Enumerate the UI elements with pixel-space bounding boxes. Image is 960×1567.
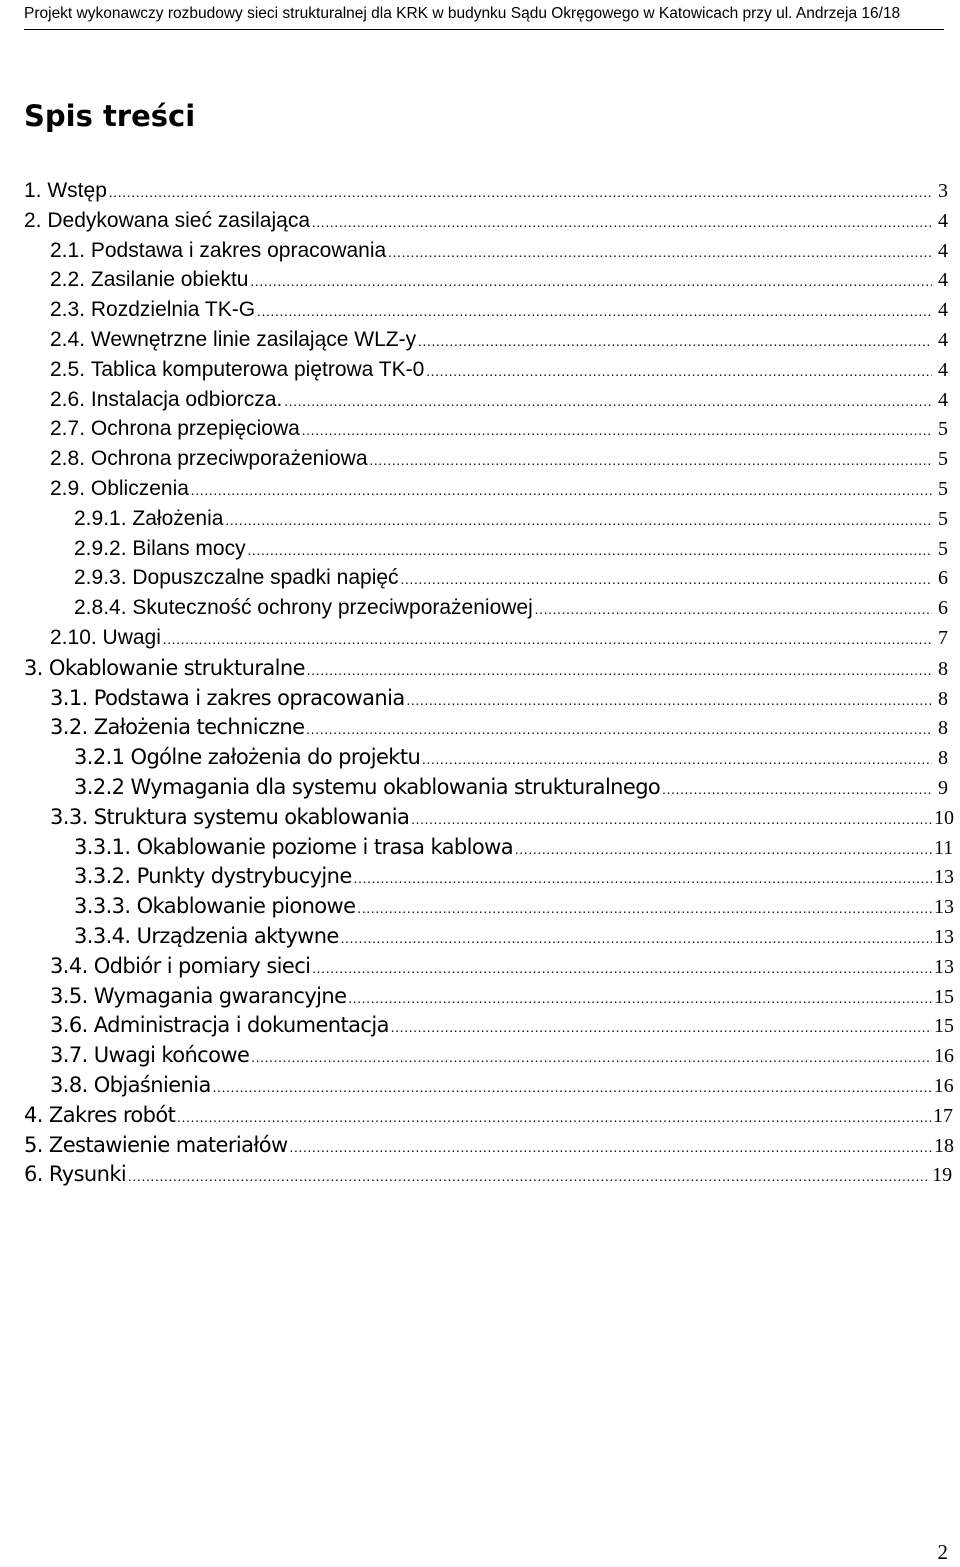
toc-dot-leader: [370, 454, 932, 470]
toc-entry[interactable]: [0, 715, 960, 745]
toc-dot-leader: [401, 573, 932, 589]
toc-entry-number: 2.5.: [50, 357, 91, 381]
running-header: Projekt wykonawczy rozbudowy sieci strukturalnej dla KRK w budynku Sądu Okręgowego w Katowicach przy ul. Andrzeja 16/18: [24, 5, 901, 22]
toc-dot-leader: [251, 1051, 932, 1067]
toc-entry-page: 13: [934, 925, 954, 948]
toc-dot-leader: [312, 962, 932, 978]
toc-entry-number: 2.10.: [50, 625, 103, 649]
toc-entry-page: 15: [934, 1015, 954, 1038]
toc-entry-page: 11: [934, 836, 954, 859]
toc-entry-number: 2.4.: [50, 327, 91, 351]
toc-entry-number: 2.2.: [50, 268, 91, 292]
toc-entry-title: Wstęp: [47, 179, 107, 202]
toc-entry[interactable]: [0, 298, 960, 328]
toc-entry-title: Wymagania dla systemu okablowania strukturalnego: [130, 774, 661, 799]
toc-dot-leader: [411, 813, 932, 829]
toc-entry-number: 2.9.1.: [74, 506, 133, 530]
toc-entry-number: 3.1.: [50, 685, 94, 710]
toc-entry-title: Okablowanie strukturalne: [48, 655, 305, 680]
toc-dot-leader: [290, 1141, 932, 1157]
toc-dot-leader: [191, 484, 932, 500]
toc-entry[interactable]: [0, 984, 960, 1014]
toc-entry-page: 9: [938, 776, 948, 799]
toc-dot-leader: [177, 1111, 931, 1127]
toc-entry-number: 3.7.: [50, 1043, 94, 1068]
toc-entry-number: 3.8.: [50, 1072, 94, 1097]
toc-entry-page: 4: [938, 269, 948, 292]
toc-entry-page: 6: [938, 597, 948, 620]
toc-entry-title: Podstawa i zakres opracowania: [93, 685, 405, 710]
toc-entry-page: 18: [934, 1134, 954, 1157]
toc-dot-leader: [225, 514, 932, 530]
toc-entry-title: Skuteczność ochrony przeciwporażeniowej: [132, 596, 533, 620]
toc-entry[interactable]: [0, 1073, 960, 1103]
toc-entry-page: 13: [934, 866, 954, 889]
toc-dot-leader: [257, 305, 932, 321]
toc-entry[interactable]: [0, 328, 960, 358]
toc-entry[interactable]: [0, 179, 960, 209]
toc-entry-number: 2.1.: [50, 238, 91, 262]
toc-dot-leader: [250, 275, 932, 291]
toc-entry-page: 16: [933, 1074, 954, 1097]
toc-entry-number: 2.: [24, 208, 48, 232]
toc-entry-title: Objaśnienia: [93, 1072, 211, 1097]
toc-entry-number: 2.9.2.: [74, 536, 133, 560]
toc-entry[interactable]: [0, 924, 960, 954]
toc-dot-leader: [354, 872, 932, 888]
toc-list: [0, 179, 960, 1192]
toc-entry-title: Ochrona przepięciowa: [90, 417, 300, 441]
toc-entry-title: Urządzenia aktywne: [136, 923, 339, 948]
toc-entry[interactable]: [0, 239, 960, 269]
toc-entry-number: 3.2.: [50, 715, 94, 740]
toc-entry[interactable]: [0, 417, 960, 447]
toc-entry[interactable]: [0, 745, 960, 775]
toc-entry[interactable]: [0, 507, 960, 537]
toc-entry-title: Okablowanie pionowe: [136, 894, 356, 919]
toc-dot-leader: [418, 335, 932, 351]
toc-entry-number: 2.6.: [50, 387, 91, 411]
toc-dot-leader: [248, 544, 932, 560]
toc-entry[interactable]: [0, 626, 960, 656]
toc-entry-page: 4: [938, 358, 948, 381]
toc-entry-title: Struktura systemu okablowania: [93, 804, 410, 829]
toc-entry-page: 5: [938, 477, 948, 500]
toc-entry-page: 4: [938, 388, 948, 411]
toc-entry-page: 15: [934, 985, 954, 1008]
toc-entry[interactable]: [0, 686, 960, 716]
toc-entry-number: 3.3.2.: [74, 864, 137, 889]
toc-entry-number: 3.5.: [50, 983, 94, 1008]
toc-entry-page: 8: [938, 657, 948, 680]
toc-entry-number: 3.3.1.: [74, 834, 137, 859]
toc-entry-page: 8: [938, 687, 948, 710]
toc-entry-number: 2.8.: [50, 447, 91, 471]
toc-entry-title: Zasilanie obiektu: [90, 268, 249, 292]
toc-entry-title: Założenia techniczne: [93, 715, 305, 740]
toc-entry-page: 5: [938, 448, 948, 471]
toc-entry-number: 3.: [24, 655, 49, 680]
toc-entry[interactable]: [0, 596, 960, 626]
toc-entry-page: 19: [932, 1164, 953, 1187]
toc-entry-page: 6: [938, 567, 948, 590]
toc-entry[interactable]: [0, 656, 960, 686]
toc-entry-page: 16: [934, 1045, 954, 1068]
toc-dot-leader: [535, 603, 932, 619]
toc-entry[interactable]: [0, 894, 960, 924]
toc-entry[interactable]: [0, 537, 960, 567]
toc-entry-number: 3.3.: [50, 804, 94, 829]
toc-entry-number: 1.: [24, 179, 48, 202]
toc-entry-title: Ogólne założenia do projektu: [130, 745, 421, 770]
toc-dot-leader: [426, 365, 932, 381]
toc-entry-title: Obliczenia: [90, 476, 189, 500]
toc-entry-page: 5: [938, 418, 948, 441]
toc-entry-title: Uwagi końcowe: [93, 1043, 250, 1068]
toc-entry-page: 4: [938, 328, 948, 351]
toc-entry[interactable]: [0, 388, 960, 418]
toc-entry[interactable]: [0, 864, 960, 894]
toc-entry-title: Zestawienie materiałów: [48, 1132, 288, 1157]
toc-entry-title: Okablowanie poziome i trasa kablowa: [136, 834, 513, 859]
toc-entry-number: 4.: [24, 1102, 49, 1127]
toc-entry-page: 17: [933, 1104, 954, 1127]
toc-entry[interactable]: [0, 447, 960, 477]
toc-entry-number: 3.4.: [50, 953, 94, 978]
toc-entry-number: 2.7.: [50, 417, 91, 441]
toc-entry-number: 5.: [24, 1132, 49, 1157]
toc-dot-leader: [515, 843, 932, 859]
page-number: 2: [937, 1540, 948, 1564]
toc-entry[interactable]: [0, 1043, 960, 1073]
toc-entry-title: Rysunki: [48, 1162, 127, 1187]
toc-entry-number: 3.3.4.: [74, 923, 137, 948]
toc-entry-number: 2.9.: [50, 476, 91, 500]
toc-entry-number: 2.8.4.: [74, 596, 133, 620]
toc-entry-number: 3.2.1: [74, 745, 131, 770]
toc-entry-title: Rozdzielnia TK-G: [90, 298, 256, 322]
toc-entry-number: 3.6.: [50, 1013, 94, 1038]
toc-dot-leader: [307, 664, 932, 680]
toc-dot-leader: [407, 694, 932, 710]
toc-entry[interactable]: [0, 566, 960, 596]
toc-entry-number: 2.9.3.: [74, 566, 133, 590]
toc-entry[interactable]: [0, 954, 960, 984]
toc-entry[interactable]: [0, 805, 960, 835]
toc-dot-leader: [357, 902, 932, 918]
toc-entry[interactable]: [0, 1103, 960, 1133]
toc-dot-leader: [128, 1170, 930, 1186]
toc-entry[interactable]: [0, 268, 960, 298]
toc-dot-leader: [213, 1081, 932, 1097]
toc-entry[interactable]: [0, 1162, 960, 1192]
toc-entry-page: 4: [938, 239, 948, 262]
toc-entry[interactable]: [0, 835, 960, 865]
toc-dot-leader: [341, 932, 932, 948]
toc-entry-page: 3: [938, 180, 948, 202]
toc-entry-title: Wymagania gwarancyjne: [93, 983, 347, 1008]
toc-entry-page: 8: [938, 747, 948, 770]
toc-dot-leader: [163, 633, 932, 649]
toc-entry-title: Zakres robót: [48, 1102, 176, 1127]
toc-entry-title: Administracja i dokumentacja: [93, 1013, 389, 1038]
toc-entry-page: 13: [934, 896, 954, 919]
toc-dot-leader: [662, 783, 932, 799]
toc-entry-page: 4: [938, 299, 948, 322]
toc-dot-leader: [284, 395, 932, 411]
toc-entry-number: 2.3.: [50, 298, 91, 322]
toc-entry[interactable]: [0, 775, 960, 805]
toc-entry-page: 7: [938, 626, 948, 649]
toc-entry-title: Dedykowana sieć zasilająca: [47, 208, 310, 232]
toc-dot-leader: [348, 992, 932, 1008]
toc-entry-number: 3.3.3.: [74, 894, 137, 919]
toc-entry-title: Odbiór i pomiary sieci: [93, 953, 311, 978]
toc-entry-page: 10: [934, 806, 954, 829]
toc-entry-title: Ochrona przeciwporażeniowa: [90, 447, 368, 471]
toc-entry[interactable]: [0, 358, 960, 388]
toc-dot-leader: [391, 1021, 932, 1037]
toc-entry-page: 4: [938, 209, 948, 232]
toc-entry-page: 8: [938, 717, 948, 740]
toc-entry-title: Podstawa i zakres opracowania: [90, 238, 387, 262]
toc-entry-number: 3.2.2: [74, 774, 131, 799]
toc-entry[interactable]: [0, 1133, 960, 1163]
toc-entry-title: Założenia: [132, 506, 224, 530]
toc-entry[interactable]: [0, 209, 960, 239]
toc-entry-page: 5: [938, 507, 948, 530]
toc-entry-number: 6.: [24, 1162, 49, 1187]
toc-entry-title: Instalacja odbiorcza.: [90, 387, 283, 411]
toc-dot-leader: [306, 723, 932, 739]
toc-entry[interactable]: [0, 477, 960, 507]
toc-dot-leader: [312, 216, 932, 232]
toc-entry-title: Uwagi: [102, 625, 161, 649]
header-divider: [24, 29, 944, 30]
toc-dot-leader: [302, 424, 932, 440]
toc-entry-title: Wewnętrzne linie zasilające WLZ-y: [90, 327, 417, 351]
toc-entry-title: Tablica komputerowa piętrowa TK-0: [90, 357, 425, 381]
toc-dot-leader: [422, 753, 932, 769]
toc-dot-leader: [109, 186, 932, 202]
toc-entry-title: Bilans mocy: [132, 536, 246, 560]
toc-entry-page: 5: [938, 537, 948, 560]
toc-dot-leader: [388, 246, 932, 262]
toc-entry-title: Dopuszczalne spadki napięć: [132, 566, 399, 590]
toc-entry-title: Punkty dystrybucyjne: [136, 864, 352, 889]
toc-entry[interactable]: [0, 1013, 960, 1043]
toc-entry-page: 13: [934, 955, 954, 978]
toc-title: Spis treści: [24, 99, 196, 133]
